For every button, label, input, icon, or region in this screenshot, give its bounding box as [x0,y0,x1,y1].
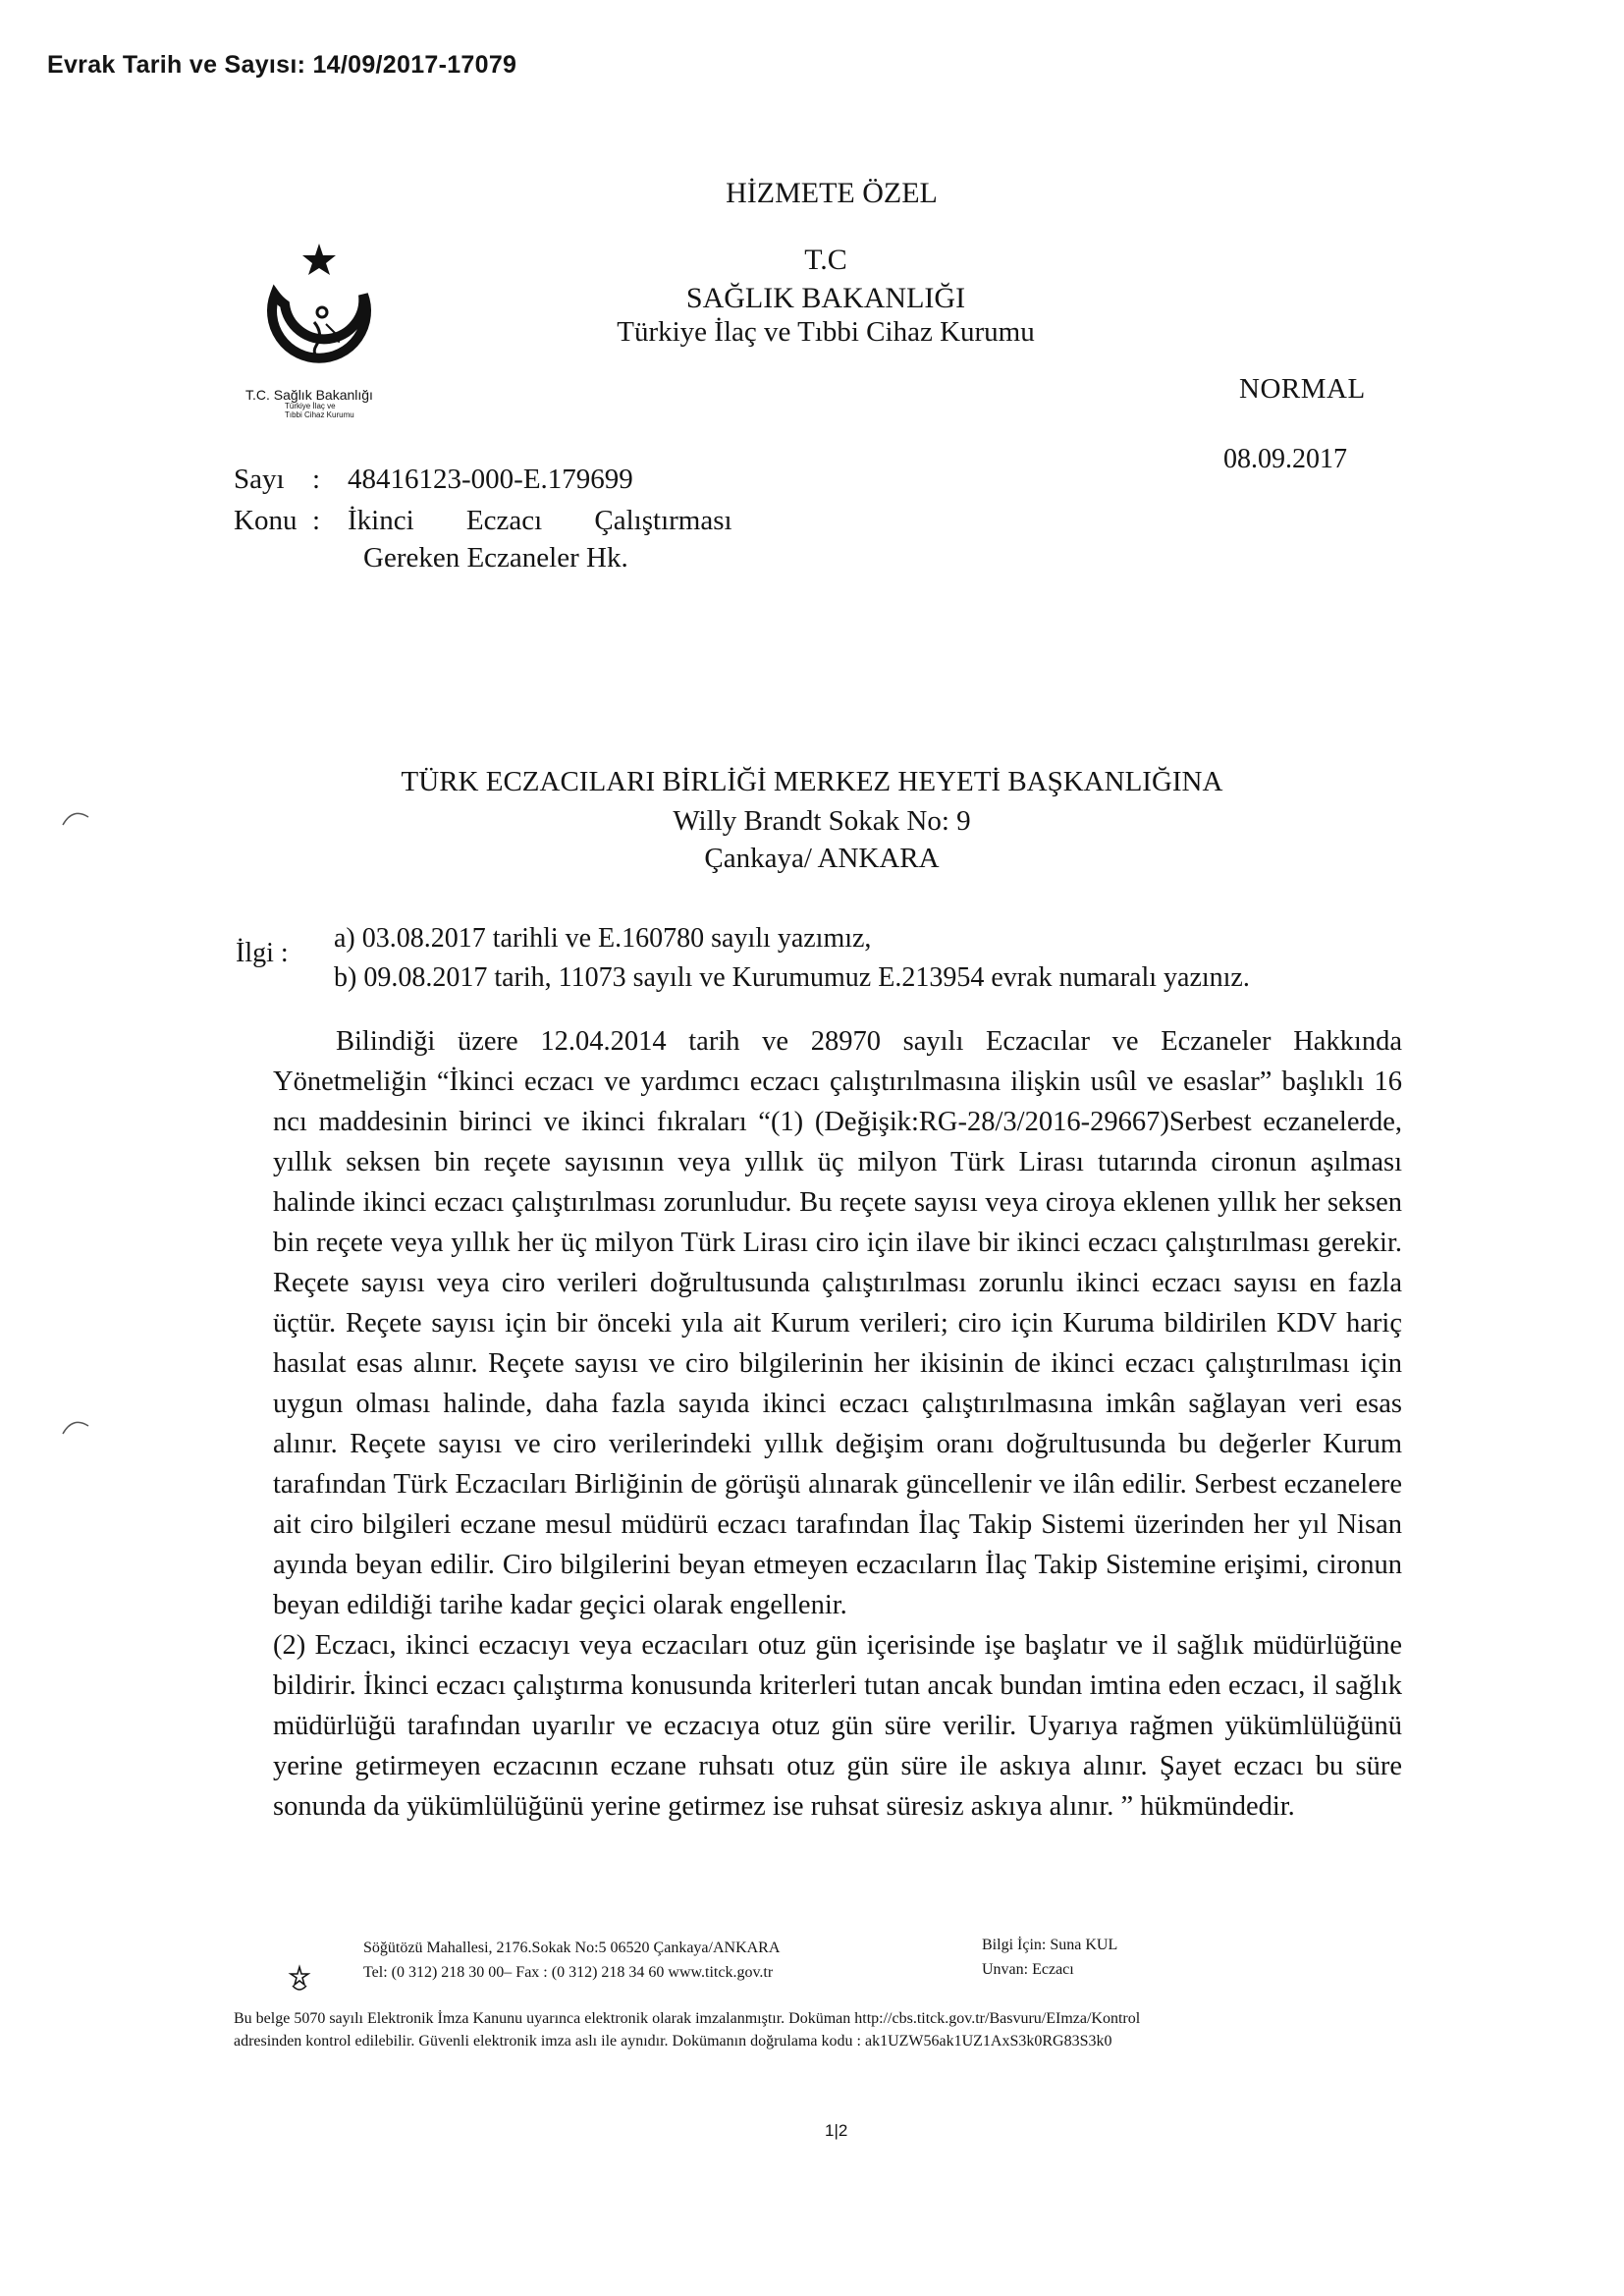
emblem-caption-line-2: Türkiye İlaç ve [285,402,336,410]
body-paragraph-2: (2) Eczacı, ikinci eczacıyı veya eczacıları otuz gün içerisinde işe başlatır ve il sağlık müdürlüğüne bildirir. İkinci eczacı çalıştırma konusunda kriterleri tutan ancak bundan imtina eden eczacı, il sağlık müdürlüğü tarafından uyarılır ve eczacıya otuz gün süre verilir. Uyarıya rağmen yükümlülüğünü yerine getirmeyen eczacının eczane ruhsatı otuz gün süre ile askıya alınır. Şayet eczacı bu süre sonunda da yükümlülüğünü yerine getirmez ise ruhsat süresiz askıya alınır. ” hükmündedir. [273,1630,1402,1822]
classification-label: HİZMETE ÖZEL [726,177,938,209]
letter-body [273,1021,1402,1827]
recipient-street: Willy Brandt Sokak No: 9 [673,805,971,837]
ministry-emblem-icon [245,236,393,452]
body-paragraph-1: Bilindiği üzere 12.04.2014 tarih ve 28970 sayılı Eczacılar ve Eczaneler Hakkında Yönetmeliğin “İkinci eczacı ve yardımcı eczacı çalıştırılmasına ilişkin usûl ve esaslar” başlıklı 16 ncı maddesinin birinci ve ikinci fıkraları “(1) (Değişik:RG-28/3/2016-29667)Serbest eczanelerde, yıllık seksen bin reçete sayısının veya yıllık üç milyon Türk Lirası tutarında cironun aşılması halinde ikinci eczacı çalıştırılması zorunludur. Bu reçete sayısı veya ciroya eklenen yıllık her seksen bin reçete veya yıllık her üç milyon Türk Lirası ciro için ilave bir ikinci eczacı çalıştırılması gerekir. Reçete sayısı veya ciro verileri doğrultusunda çalıştırılması zorunlu ikinci eczacı sayısı en fazla üçtür. Reçete sayısı için bir önceki yıla ait Kurum verileri; ciro için Kuruma bildirilen KDV hariç hasılat esas alınır. Reçete sayısı ve ciro bilgilerinin her ikisinin de ikinci eczacı çalıştırılması için uygun olması halinde, daha fazla sayıda ikinci eczacı çalıştırılmasına imkân sağlayan veri esas alınır. Reçete sayısı ve ciro verilerindeki yıllık değişim oranı doğrultusunda bu değerler Kurum tarafından Türk Eczacıları Birliğinin de görüşü alınarak güncellenir ve ilân edilir. Serbest eczanelere ait ciro bilgileri eczane mesul müdürü eczacı tarafından İlaç Takip Sistemi üzerinden her yıl Nisan ayında beyan edilir. Ciro bilgilerini beyan etmeyen eczacıların İlaç Takip Sistemine erişimi, cironun beyan edildiği tarihe kadar geçici olarak engellenir. [273,1026,1402,1620]
recipient-title: TÜRK ECZACILARI BİRLİĞİ MERKEZ HEYETİ BAŞKANLIĞINA [401,766,1223,797]
footer-esignature-note-2: adresinden kontrol edilebilir. Güvenli elektronik imza aslı ile aynıdır. Dokümanın doğrulama kodu : ak1UZW56ak1UZ1AxS3k0RG83S3k0 [234,2033,1112,2050]
sayi-label: Sayı [234,464,285,495]
footer-phone: Tel: (0 312) 218 30 00– Fax : (0 312) 218 34 60 www.titck.gov.tr [363,1964,774,1981]
emblem-caption [245,388,432,419]
footer-contact-title: Unvan: Eczacı [982,1961,1074,1978]
sayi-value: 48416123-000-E.179699 [348,464,633,495]
page-number: 1|2 [825,2121,848,2140]
sayi-colon: : [312,464,321,495]
konu-value-continued: Gereken Eczaneler Hk. [363,542,628,574]
konu-colon: : [312,505,321,536]
emblem-caption-line-1: T.C. Sağlık Bakanlığı [245,387,373,403]
document-date: 08.09.2017 [1223,444,1347,474]
recipient-city: Çankaya/ ANKARA [704,843,940,874]
footer-address: Söğütözü Mahallesi, 2176.Sokak No:5 06520 Çankaya/ANKARA [363,1940,781,1956]
header-agency: Türkiye İlaç ve Tıbbi Cihaz Kurumu [617,316,1035,348]
konu-row [234,505,732,537]
ministry-small-emblem-icon [285,1964,314,1994]
priority-label: NORMAL [1239,373,1366,405]
emblem-caption-line-3: Tıbbi Cihaz Kurumu [285,410,354,419]
document-registry-number: Evrak Tarih ve Sayısı: 14/09/2017-17079 [47,51,517,79]
header-tc: T.C [804,244,847,276]
konu-label: Konu [234,505,298,536]
footer-contact-person: Bilgi İçin: Suna KUL [982,1937,1118,1953]
ilgi-item-b: b) 09.08.2017 tarih, 11073 sayılı ve Kurumumuz E.213954 evrak numaralı yazınız. [334,962,1250,993]
footer-esignature-note-1: Bu belge 5070 sayılı Elektronik İmza Kanunu uyarınca elektronik olarak imzalanmıştır. Doküman http://cbs.titck.gov.tr/Basvuru/EImza/Kontrol [234,2010,1141,2027]
sayi-row [234,464,633,496]
binder-hole-mark-icon [61,805,90,827]
ilgi-label: İlgi : [236,938,289,968]
header-ministry: SAĞLIK BAKANLIĞI [685,282,966,314]
konu-value: İkinci Eczacı Çalıştırması [348,505,732,536]
binder-hole-mark-icon [61,1414,90,1436]
ilgi-item-a: a) 03.08.2017 tarihli ve E.160780 sayılı yazımız, [334,923,872,954]
